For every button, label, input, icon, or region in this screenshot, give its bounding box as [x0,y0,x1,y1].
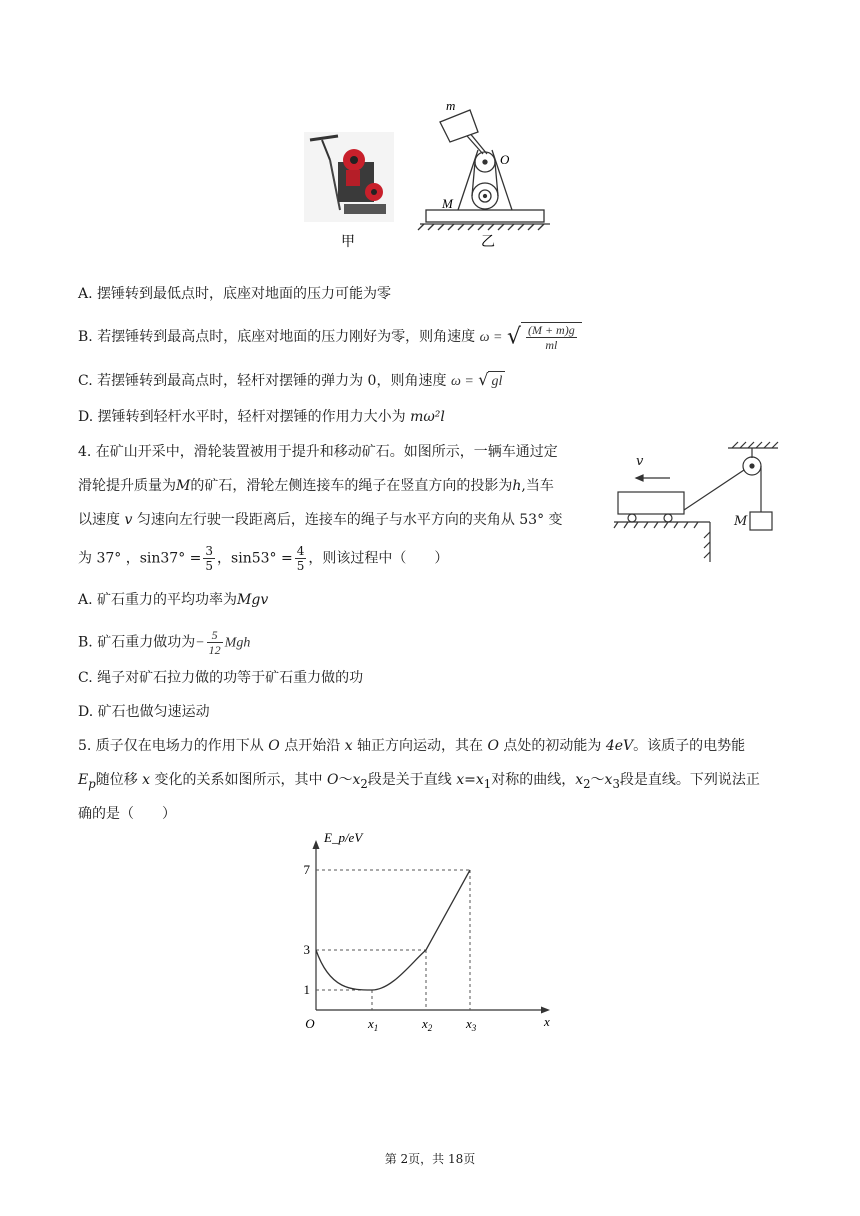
q5-l2-f: ～ [590,772,605,788]
q5-l1-d: 点处的初动能为 [503,738,602,754]
sin37-den: 5 [205,559,214,573]
q3-option-c-rad: gl [488,371,505,392]
label-m: m [446,100,456,113]
q5-l2-x1: x [475,772,484,788]
q4-l3-v: v [124,512,133,528]
x-tick-x2: $x_2$ [422,1016,433,1032]
q4-l4-c: ，则该过程中（ ） [308,550,449,567]
q3-option-b-den: ml [545,338,558,352]
q3-option-b [78,322,582,352]
label-O: O [500,152,510,167]
q5-l2-Ep: E [78,772,89,788]
y-axis-arrow [313,840,320,849]
q5-l2-x3: x [604,772,613,788]
label-M: M [442,196,453,211]
guide-lines [316,870,470,1010]
q5-line-1 [78,736,745,756]
q3-option-b-omega: ω = [479,330,503,345]
sin53-num: 4 [296,544,305,558]
ep-x-chart-svg [290,822,570,1032]
q5-line-3: 确的是（ ） [78,806,176,822]
q4-l3-b: 匀速向左行驶一段距离后，连接车的绳子与水平方向的夹角从 53° 变 [136,512,563,528]
figure-pendulum-machine [300,100,560,250]
q4-b-expr: Mgh [224,635,251,651]
figure-pendulum-svg [300,100,560,250]
y-tick-7: 7 [303,862,310,877]
caption-yi: 乙 [481,235,495,250]
q4-a-expr: Mgv [237,592,269,608]
q3-option-c [78,370,505,392]
q5-l1-E: 4eV [605,738,634,754]
q5-l2-d: 段是关于直线 [367,772,452,788]
q5-l2-eq2: = [464,772,476,788]
pulley-label-M: M [734,514,748,529]
q5-l2-x2b: x [575,772,584,788]
q5-l1-c: 轴正方向运动，其在 [357,738,484,754]
y-tick-1: 1 [303,982,310,997]
q5-l2-x2: x [352,772,361,788]
caption-jia: 甲 [341,235,355,250]
q3-option-c-sqrt: √ gl [478,370,505,392]
q5-l1-b: 点开始沿 [284,738,341,754]
q3-option-b-text: B. 若摆锤转到最高点时，底座对地面的压力刚好为零，则角速度 [78,329,476,345]
q4-line-3 [78,510,563,530]
x-axis-label: x [544,1014,550,1029]
figure-pulley-truck [610,440,790,565]
q5-l2-sub1: 1 [483,776,492,791]
x-tick-x3: $x_3$ [466,1016,477,1032]
tick-labels [304,862,477,1032]
x-tick-x1: $x_1$ [368,1016,379,1032]
q4-line-4 [78,544,448,573]
q5-l1-e: 。该质子的电势能 [633,738,746,754]
q5-l2-sub2: 2 [360,776,368,791]
q4-l2-b: 的矿石，滑轮左侧连接车的绳子在竖直方向的投影为 [190,478,513,494]
q4-option-d: D. 矿石也做匀速运动 [78,704,210,720]
q4-option-a [78,590,268,610]
ep-x-chart [290,822,570,1032]
sin37-num: 3 [205,544,214,558]
ep-curve [316,870,470,990]
q5-l2-g: 段是直线。下列说法正 [619,772,760,788]
q3-option-d [78,407,445,427]
x-axis-arrow [541,1007,550,1014]
q5-l2-sub3: 3 [612,776,620,791]
q5-l2-p: p [88,776,96,791]
q4-option-c: C. 绳子对矿石拉力做的功等于矿石重力做的功 [78,670,364,686]
q4-b-minus: − [195,635,205,651]
q5-l2-eq: x [456,772,465,788]
q4-l2-a: 滑轮提升质量为 [78,478,176,494]
y-tick-3: 3 [303,942,310,957]
q4-line-2 [78,476,554,496]
q5-l1-a: 5. 质子仅在电场力的作用下从 [78,738,264,754]
q5-l2-O: O [326,772,339,788]
q5-l2-x: x [142,772,151,788]
q4-l2-c: ,当车 [521,478,554,494]
q3-option-c-text: C. 若摆锤转到最高点时，轻杆对摆锤的弹力为 0，则角速度 [78,373,447,389]
q4-a-text: A. 矿石重力的平均功率为 [78,592,238,608]
q5-line-2 [78,770,760,794]
q4-l3-a: 以速度 [78,512,120,528]
q4-b-text: B. 矿石重力做功为 [78,634,196,651]
photo-jia [304,132,394,222]
q3-option-a: A. 摆锤转到最低点时，底座对地面的压力可能为零 [78,286,392,302]
q5-l1-O2: O [487,738,499,754]
origin-label: O [305,1016,315,1031]
q5-l2-c: ～ [338,772,353,788]
q5-l2-b: 变化的关系如图所示，其中 [154,772,323,788]
q4-b-den: 12 [208,643,221,657]
q5-l1-O: O [268,738,280,754]
q5-l2-e: 对称的曲线， [491,772,576,788]
pulley-label-v: v [636,454,644,469]
q3-option-b-sqrt: √ $\frac{(M + m)g}{ml}$ [507,322,582,352]
q4-l4-b: ，sin53° = [217,550,293,567]
q5-l1-x: x [344,738,353,754]
q4-line-1: 4. 在矿山开采中，滑轮装置被用于提升和移动矿石。如图所示，一辆车通过定 [78,444,558,460]
q3-option-d-expr: mω²l [410,409,445,425]
sin53-den: 5 [296,559,305,573]
q4-l2-h: h [512,478,522,494]
q5-l2-a: 随位移 [95,772,138,788]
q4-l4-a: 为 37° ，sin37° = [78,550,202,567]
q4-option-b [78,628,250,657]
y-axis-label: E_p/eV [324,830,363,845]
diagram-yi [418,110,550,230]
q3-option-c-omega: ω = [450,374,474,389]
q3-option-d-text: D. 摆锤转到轻杆水平时，轻杆对摆锤的作用力大小为 [78,409,406,425]
q4-l2-M: M [176,478,191,494]
page-footer: 第 2页，共 18页 [384,1152,476,1166]
q5-l2-sub2b: 2 [583,776,591,791]
q4-b-num: 5 [207,628,223,643]
q3-option-b-num: (M + m)g [527,323,575,337]
